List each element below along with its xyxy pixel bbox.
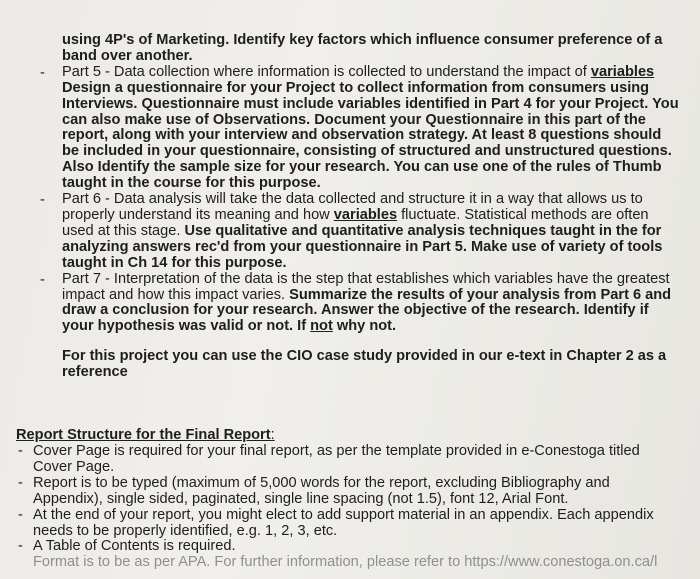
bullet-dash: - [18, 474, 23, 491]
bullet-dash: - [40, 192, 45, 209]
part-5-line: Also Identify the sample size for your research. You can use one of the rules of Thumb [62, 159, 662, 176]
part-6-intro: Part 6 - Data analysis will take the data collected and structure it in a way that allows us to [62, 191, 643, 208]
report-item-typing: - Report is to be typed (maximum of 5,000 words for the report, excluding Bibliography and Appendix), single sided, paginated, single line spacing (not 1.5), font 12, Arial Font. [18, 474, 610, 507]
spacer [62, 335, 679, 349]
cio-note-line: reference [62, 364, 128, 381]
cio-note-line: For this project you can use the CIO case study provided in our e-text in Chapter 2 as a [62, 348, 667, 365]
intro-line: band over another. [62, 47, 193, 64]
report-structure [16, 427, 657, 571]
report-structure-heading: Report Structure for the Final Report: [16, 427, 275, 443]
report-item-toc: - A Table of Contents is required. [18, 538, 236, 555]
report-item-appendix: - At the end of your report, you might elect to add support material in an appendix. Each appendix needs to be properly identified, e.g. 1, 2, 3, etc. [18, 506, 654, 539]
part-7-intro: Part 7 - Interpretation of the data is the step that establishes which variables have the greatest [62, 270, 670, 287]
bullet-dash: - [18, 538, 23, 555]
variables-keyword: variables [333, 206, 398, 223]
part-6-line: analyzing answers rec'd from your questionnaire in Part 5. Make use of variety of tools [62, 238, 663, 255]
report-item-format-cutoff: Format is to be as per APA. For further information, please refer to https://www.conestoga.on.ca/l [33, 554, 658, 571]
part-5-line: be included in your questionnaire, consisting of structured and unstructured questions. [62, 143, 672, 160]
intro-line: using 4P's of Marketing. Identify key factors which influence consumer preference of a [62, 32, 663, 48]
part-5-line: can also make use of Observations. Document your Questionnaire in this part of the [62, 111, 646, 128]
variables-keyword: variables [590, 63, 655, 80]
part-7-line: impact and how this impact varies. Summarize the results of your analysis from Part 6 and [62, 286, 672, 303]
bullet-dash: - [40, 64, 45, 81]
part-5 [40, 63, 679, 192]
bullet-dash: - [18, 506, 23, 523]
part-7-line: your hypothesis was valid or not. If not why not. [62, 318, 397, 335]
part-5-line: Design a questionnaire for your Project to collect information from consumers using [62, 79, 650, 96]
not-keyword: not [310, 318, 333, 335]
bullet-dash: - [18, 443, 23, 459]
part-5-intro: Part 5 - Data collection where information is collected to understand the impact of variables [62, 63, 655, 80]
part-6-line: taught in Ch 14 for this purpose. [62, 254, 287, 271]
part-6-line: properly understand its meaning and how variables fluctuate. Statistical methods are often [62, 206, 649, 223]
part-5-line: report, along with your interview and observation strategy. At least 8 questions should [62, 127, 662, 144]
part-6-line: used at this stage. Use qualitative and quantitative analysis techniques taught in the for [62, 222, 662, 239]
part-7 [40, 270, 679, 336]
report-item-cover-page: - Cover Page is required for your final report, as per the template provided in e-Conestoga titled Cover Page. [18, 443, 640, 475]
part-5-line: Interviews. Questionnaire must include variables identified in Part 4 for your Project. You [62, 95, 679, 112]
bullet-dash: - [40, 271, 45, 288]
part-6 [40, 191, 679, 272]
assignment-parts [40, 32, 679, 381]
cio-note [62, 349, 679, 381]
part-5-line: taught in the course for this purpose. [62, 175, 321, 192]
part-7-line: draw a conclusion for your research. Answer the objective of the research. Identify if [62, 302, 649, 319]
